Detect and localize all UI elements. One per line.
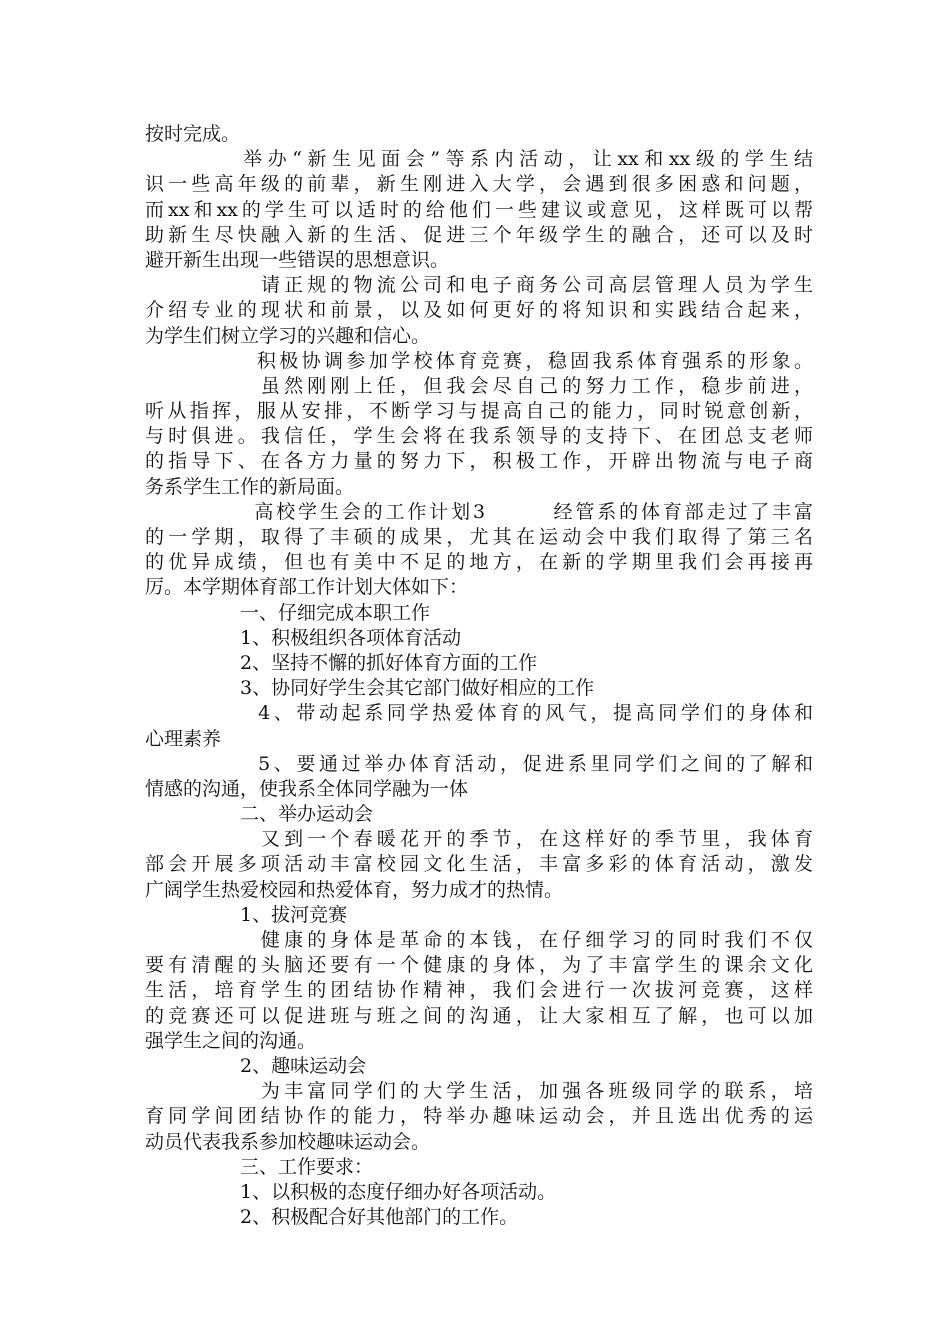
- text-line: 部会开展多项活动丰富校园文化生活，丰富多彩的体育活动，激发: [145, 853, 813, 876]
- text-line: 避开新生出现一些错误的思想意识。: [145, 248, 450, 271]
- text-line: 要有清醒的头脑还要有一个健康的身体，为了丰富学生的课余文化: [145, 954, 813, 977]
- text-line: 育同学间团结协作的能力，特举办趣味运动会，并且选出优秀的运: [145, 1105, 813, 1128]
- text-line: 5、要通过举办体育活动，促进系里同学们之间的了解和: [145, 752, 813, 775]
- text-line: 的竞赛还可以促进班与班之间的沟通，让大家相互了解，也可以加: [145, 1004, 813, 1027]
- text-line: 举办“新生见面会”等系内活动，让xx和xx级的学生结: [145, 148, 813, 171]
- text-line: 1、积极组织各项体育活动: [145, 626, 462, 649]
- text-line: 的一学期，取得了丰硕的成果，尤其在运动会中我们取得了第三名: [145, 526, 813, 548]
- text-line: 1、以积极的态度仔细办好各项活动。: [145, 1180, 557, 1203]
- text-line: 一、仔细完成本职工作: [145, 601, 431, 624]
- text-line: 高校学生会的工作计划3 经管系的体育部走过了丰富: [145, 500, 813, 523]
- text-line: 助新生尽快融入新的生活、促进三个年级学生的融合，还可以及时: [145, 223, 813, 246]
- text-line: 动员代表我系参加校趣味运动会。: [145, 1130, 431, 1153]
- text-line: 2、坚持不懈的抓好体育方面的工作: [145, 651, 538, 674]
- text-line: 虽然刚刚上任，但我会尽自己的努力工作，稳步前进，: [145, 374, 813, 397]
- text-line: 广阔学生热爱校园和热爱体育，努力成才的热情。: [145, 878, 564, 901]
- text-line: 积极协调参加学校体育竞赛，稳固我系体育强系的形象。: [145, 349, 813, 372]
- text-line: 厉。本学期体育部工作计划大体如下：: [145, 576, 469, 599]
- text-line: 请正规的物流公司和电子商务公司高层管理人员为学生: [145, 274, 813, 297]
- text-line: 生活，培育学生的团结协作精神，我们会进行一次拔河竞赛，这样: [145, 979, 813, 1002]
- text-line: 识一些高年级的前辈，新生刚进入大学，会遇到很多困惑和问题，: [145, 173, 813, 196]
- text-line: 为学生们树立学习的兴趣和信心。: [145, 324, 431, 347]
- text-line: 而xx和xx的学生可以适时的给他们一些建议或意见，这样既可以帮: [145, 198, 813, 221]
- text-line: 3、协同好学生会其它部门做好相应的工作: [145, 677, 595, 700]
- text-line: 又到一个春暖花开的季节，在这样好的季节里，我体育: [145, 828, 813, 851]
- text-line: 心理素养: [145, 727, 222, 750]
- text-line: 2、积极配合好其他部门的工作。: [145, 1206, 519, 1229]
- text-line: 务系学生工作的新局面。: [145, 475, 355, 498]
- text-line: 听从指挥，服从安排，不断学习与提高自己的能力，同时锐意创新，: [145, 400, 813, 423]
- text-line: 三、工作要求：: [145, 1155, 374, 1178]
- text-line: 2、趣味运动会: [145, 1054, 367, 1077]
- text-line: 与时俱进。我信任，学生会将在我系领导的支持下、在团总支老师: [145, 425, 813, 448]
- text-line: 二、举办运动会: [145, 803, 374, 826]
- text-line: 的指导下、在各方力量的努力下，积极工作，开辟出物流与电子商: [145, 450, 813, 473]
- text-line: 4、带动起系同学热爱体育的风气，提高同学们的身体和: [145, 702, 813, 725]
- text-line: 情感的沟通，使我系全体同学融为一体: [145, 777, 469, 800]
- document-body: [145, 122, 813, 1230]
- text-line: 为丰富同学们的大学生活，加强各班级同学的联系，培: [145, 1080, 813, 1103]
- text-line: 介绍专业的现状和前景，以及如何更好的将知识和实践结合起来，: [145, 299, 813, 322]
- text-line: 1、拔河竞赛: [145, 903, 348, 926]
- text-line: 强学生之间的沟通。: [145, 1029, 317, 1052]
- text-line: 的优异成绩，但也有美中不足的地方，在新的学期里我们会再接再: [145, 551, 813, 574]
- text-line: 按时完成。: [145, 123, 241, 145]
- text-line: 健康的身体是革命的本钱，在仔细学习的同时我们不仅: [145, 929, 813, 951]
